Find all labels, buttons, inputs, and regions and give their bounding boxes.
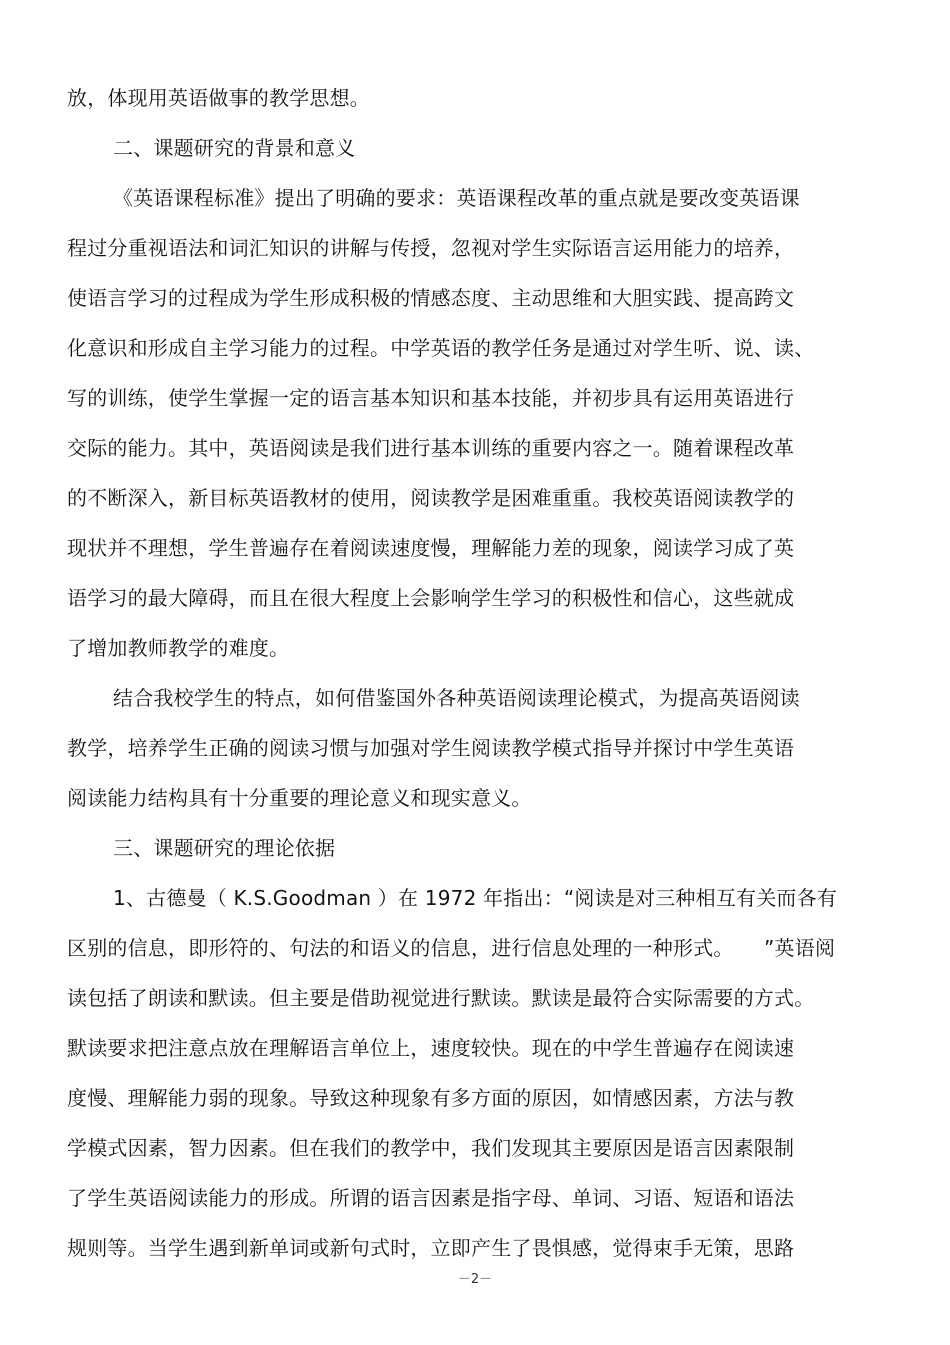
text-line: 规则等。当学生遇到新单词或新句式时，立即产生了畏惧感，觉得束手无策，思路 [67,1236,795,1260]
text-line: 了学生英语阅读能力的形成。所谓的语言因素是指字母、单词、习语、短语和语法 [67,1186,795,1210]
text-line: 现状并不理想，学生普遍存在着阅读速度慢，理解能力差的现象，阅读学习成了英 [67,536,795,560]
text-line: 学模式因素，智力因素。但在我们的教学中，我们发现其主要原因是语言因素限制 [67,1136,795,1160]
text-line: 区别的信息，即形符的、句法的和语义的信息，进行信息处理的一种形式。 ”英语阅 [67,936,836,960]
text-line: 使语言学习的过程成为学生形成积极的情感态度、主动思维和大胆实践、提高跨文 [67,286,795,310]
text-line: 放，体现用英语做事的教学思想。 [67,86,370,110]
text-line: 读包括了朗读和默读。但主要是借助视觉进行默读。默读是最符合实际需要的方式。 [67,986,815,1010]
text-line: 化意识和形成自主学习能力的过程。中学英语的教学任务是通过对学生听、说、读、 [67,336,815,360]
page-number: －2－ [457,1272,493,1287]
text-line: 写的训练，使学生掌握一定的语言基本知识和基本技能，并初步具有运用英语进行 [67,386,795,410]
text-line: 1、古德曼（ K.S.Goodman ）在 1972 年指出：“阅读是对三种相互有关而各有 [113,886,838,910]
text-line: 教学，培养学生正确的阅读习惯与加强对学生阅读教学模式指导并探讨中学生英语 [67,736,795,760]
text-line: 度慢、理解能力弱的现象。导致这种现象有多方面的原因，如情感因素，方法与教 [67,1086,795,1110]
text-line: 阅读能力结构具有十分重要的理论意义和现实意义。 [67,786,532,810]
text-line: 《英语课程标准》提出了明确的要求：英语课程改革的重点就是要改变英语课 [113,186,800,210]
text-line: 程过分重视语法和词汇知识的讲解与传授，忽视对学生实际语言运用能力的培养， [67,236,795,260]
section-heading: 三、课题研究的理论依据 [113,836,336,860]
text-line: 结合我校学生的特点，如何借鉴国外各种英语阅读理论模式，为提高英语阅读 [113,686,800,710]
text-line: 交际的能力。其中，英语阅读是我们进行基本训练的重要内容之一。随着课程改革 [67,436,795,460]
text-line: 语学习的最大障碍，而且在很大程度上会影响学生学习的积极性和信心，这些就成 [67,586,795,610]
section-heading: 二、课题研究的背景和意义 [113,136,356,160]
text-line: 了增加教师教学的难度。 [67,636,290,660]
text-line: 的不断深入，新目标英语教材的使用，阅读教学是困难重重。我校英语阅读教学的 [67,486,795,510]
text-line: 默读要求把注意点放在理解语言单位上，速度较快。现在的中学生普遍存在阅读速 [67,1036,795,1060]
